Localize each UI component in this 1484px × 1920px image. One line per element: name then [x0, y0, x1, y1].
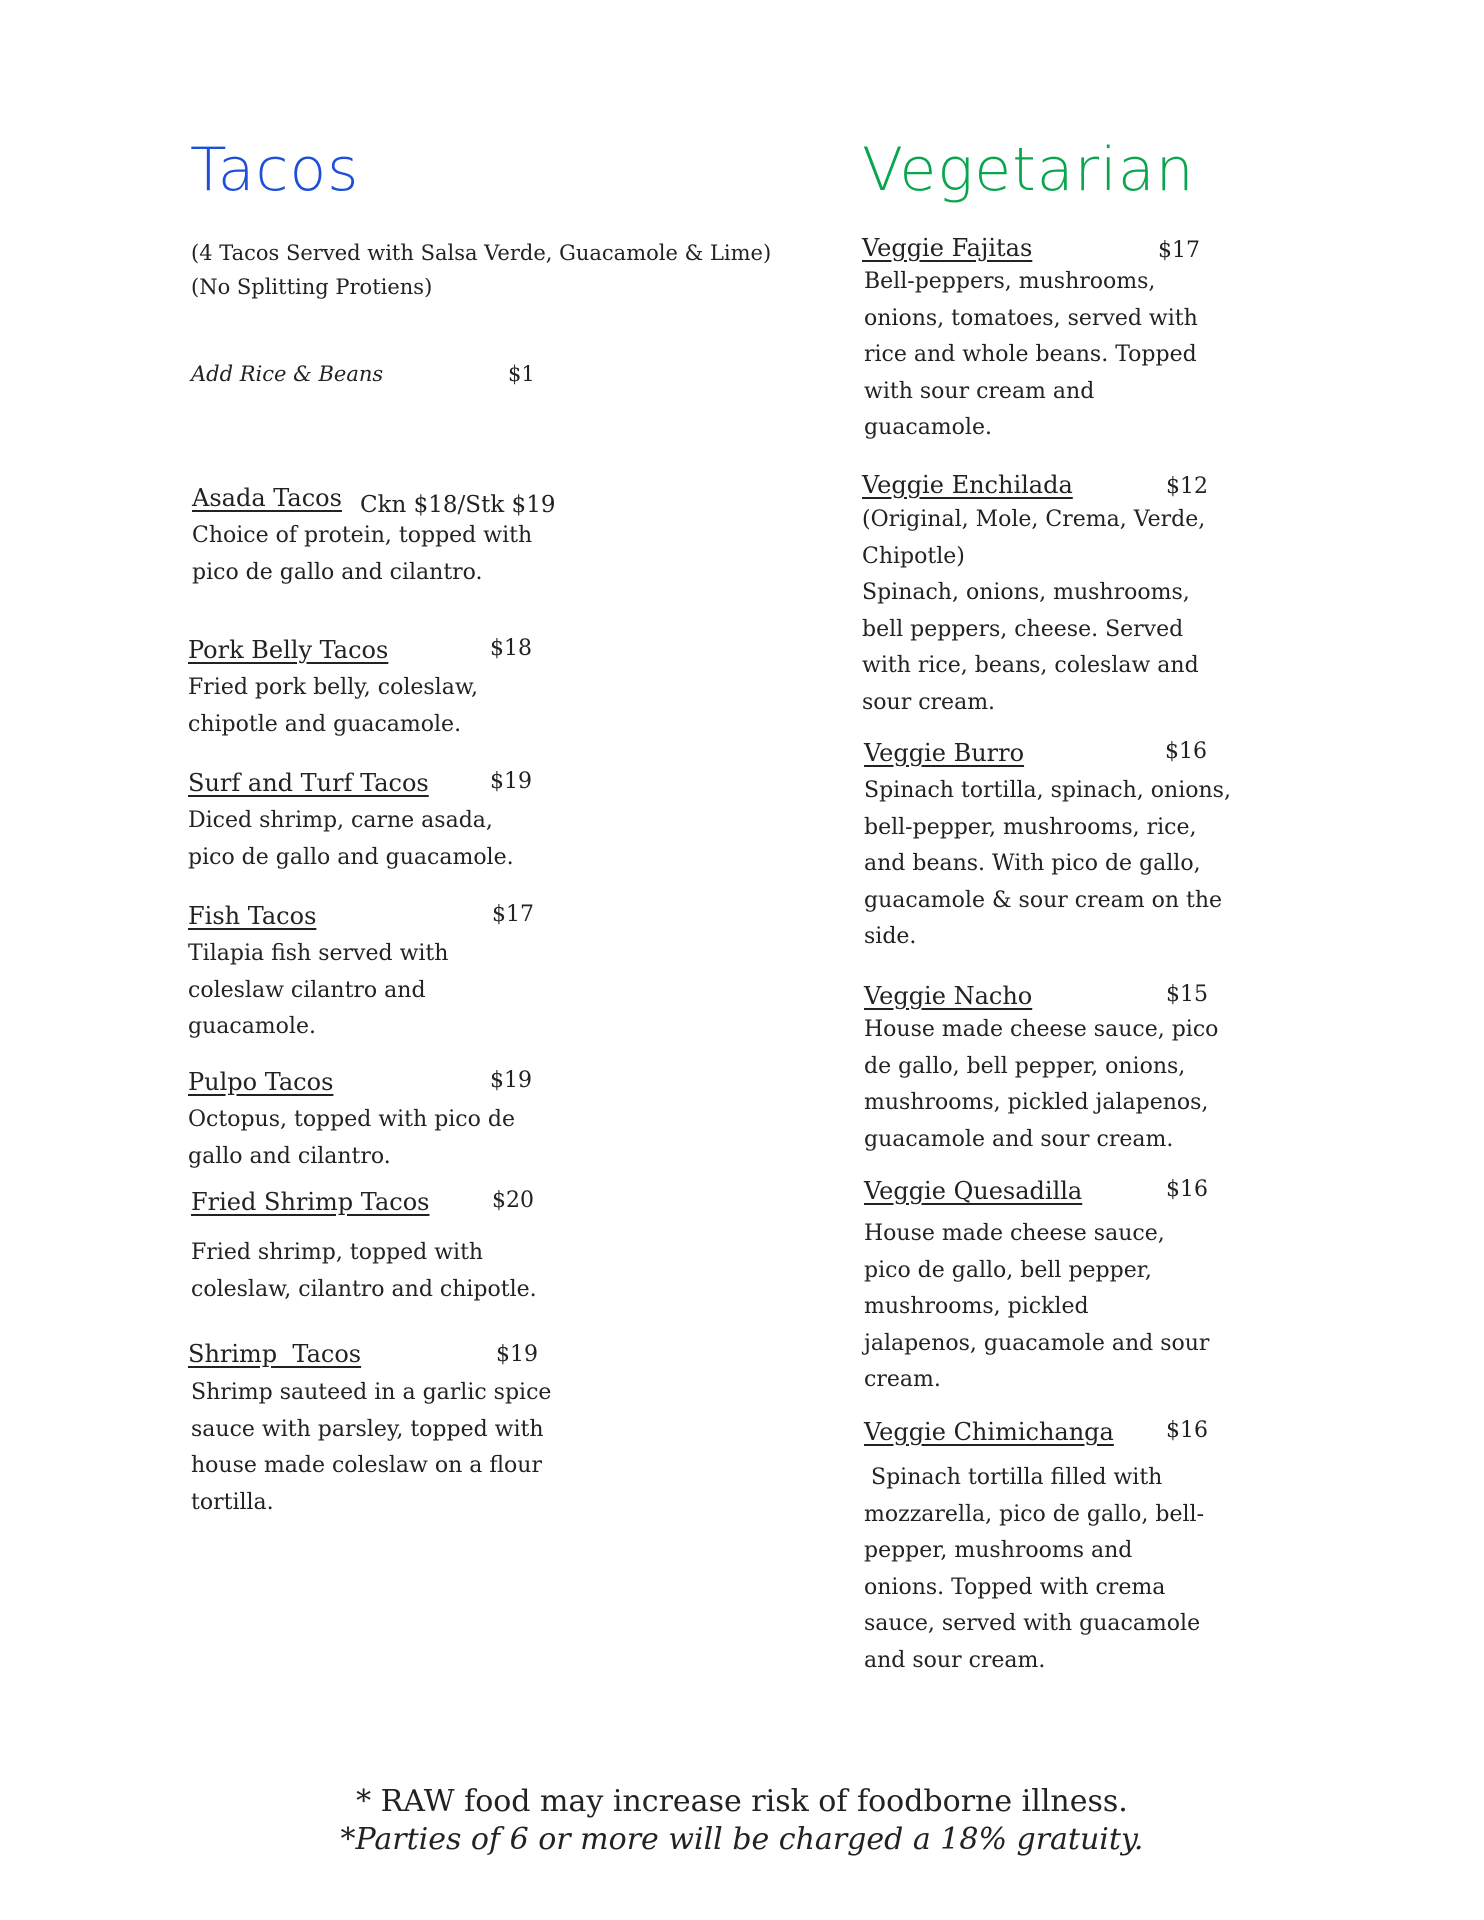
- item-price-veggie-fajitas: $17: [1158, 238, 1200, 263]
- item-price-fried-shrimp-tacos: $20: [492, 1188, 534, 1213]
- item-price-veggie-burro: $16: [1165, 739, 1207, 764]
- item-desc-asada-tacos: Choice of protein, topped with pico de gallo and cilantro.: [192, 523, 533, 585]
- item-name-fish-tacos: Fish Tacos: [188, 902, 317, 930]
- item-desc-veggie-fajitas: Bell-peppers, mushrooms, onions, tomatoes, served with rice and whole beans. Topped with sour cream and guacamole.: [864, 269, 1198, 440]
- item-price-veggie-chimichanga: $16: [1166, 1418, 1208, 1443]
- item-price-veggie-enchilada: $12: [1166, 474, 1208, 499]
- tacos-serving-note: (4 Tacos Served with Salsa Verde, Guacamole & Lime): [191, 241, 772, 265]
- item-desc-pork-belly-tacos: Fried pork belly, coleslaw, chipotle and guacamole.: [188, 675, 479, 737]
- item-desc-veggie-enchilada: (Original, Mole, Crema, Verde, Chipotle) Spinach, onions, mushrooms, bell peppers, cheese. Served with rice, beans, coleslaw and sour cream.: [862, 507, 1206, 715]
- item-name-shrimp-tacos: Shrimp Tacos: [188, 1340, 362, 1368]
- item-price-shrimp-tacos: $19: [496, 1342, 538, 1367]
- item-desc-veggie-quesadilla: House made cheese sauce, pico de gallo, bell pepper, mushrooms, pickled jalapenos, guacamole and sour cream.: [864, 1221, 1210, 1392]
- item-name-fried-shrimp-tacos: Fried Shrimp Tacos: [191, 1188, 430, 1216]
- vegetarian-heading: Vegetarian: [862, 135, 1195, 205]
- item-price-surf-and-turf-tacos: $19: [490, 769, 532, 794]
- item-price-veggie-quesadilla: $16: [1166, 1177, 1208, 1202]
- item-name-veggie-fajitas: Veggie Fajitas: [862, 234, 1033, 262]
- item-desc-veggie-burro: Spinach tortilla, spinach, onions, bell-pepper, mushrooms, rice, and beans. With pico de gallo, guacamole & sour cream on the side.: [864, 778, 1231, 949]
- item-price-pulpo-tacos: $19: [490, 1068, 532, 1093]
- item-desc-veggie-nacho: House made cheese sauce, pico de gallo, bell pepper, onions, mushrooms, pickled jalapenos, guacamole and sour cream.: [864, 1017, 1219, 1152]
- item-price-veggie-nacho: $15: [1166, 982, 1208, 1007]
- item-name-asada-tacos: Asada Tacos: [192, 484, 342, 512]
- item-name-veggie-quesadilla: Veggie Quesadilla: [864, 1177, 1083, 1205]
- item-name-surf-and-turf-tacos: Surf and Turf Tacos: [188, 769, 429, 797]
- item-name-veggie-enchilada: Veggie Enchilada: [862, 471, 1073, 499]
- item-price-fish-tacos: $17: [492, 902, 534, 927]
- item-name-veggie-burro: Veggie Burro: [864, 739, 1025, 767]
- item-price-pork-belly-tacos: $18: [490, 636, 532, 661]
- item-name-veggie-nacho: Veggie Nacho: [864, 982, 1033, 1010]
- item-name-veggie-chimichanga: Veggie Chimichanga: [864, 1418, 1114, 1446]
- addon-label: Add Rice & Beans: [191, 362, 384, 386]
- item-price-asada-tacos: Ckn $18/Stk $19: [360, 492, 556, 518]
- raw-food-warning: * RAW food may increase risk of foodborne illness.: [356, 1784, 1128, 1819]
- tacos-splitting-note: (No Splitting Protiens): [191, 275, 433, 299]
- item-name-pulpo-tacos: Pulpo Tacos: [188, 1068, 334, 1096]
- addon-price: $1: [508, 362, 535, 386]
- item-desc-pulpo-tacos: Octopus, topped with pico de gallo and cilantro.: [188, 1107, 515, 1169]
- gratuity-notice: *Parties of 6 or more will be charged a 18% gratuity.: [340, 1822, 1144, 1857]
- item-desc-fried-shrimp-tacos: Fried shrimp, topped with coleslaw, cilantro and chipotle.: [191, 1240, 537, 1302]
- tacos-heading: Tacos: [190, 135, 360, 205]
- item-desc-veggie-chimichanga: Spinach tortilla filled with mozzarella, pico de gallo, bell- pepper, mushrooms and onions. Topped with crema sauce, served with guacamole and sour cream.: [864, 1465, 1205, 1673]
- item-desc-fish-tacos: Tilapia fish served with coleslaw cilantro and guacamole.: [188, 941, 449, 1039]
- item-desc-surf-and-turf-tacos: Diced shrimp, carne asada, pico de gallo and guacamole.: [188, 808, 514, 870]
- item-desc-shrimp-tacos: Shrimp sauteed in a garlic spice sauce with parsley, topped with house made coleslaw on a flour tortilla.: [191, 1380, 552, 1515]
- item-name-pork-belly-tacos: Pork Belly Tacos: [188, 636, 389, 664]
